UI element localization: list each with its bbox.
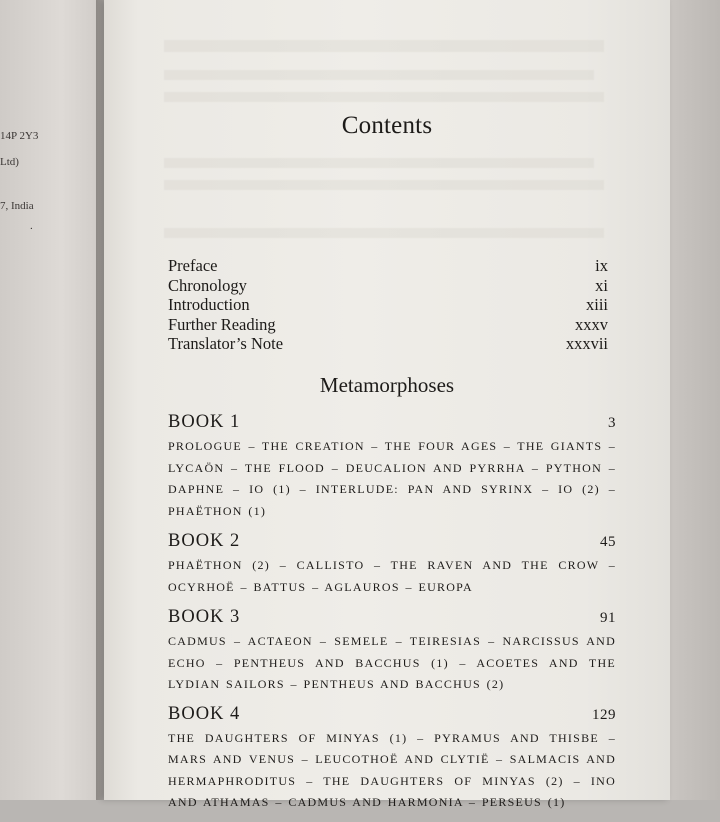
page-title: Contents	[341, 112, 433, 139]
toc-entry	[168, 256, 608, 276]
toc-entry-page: ix	[595, 256, 608, 275]
book-entry	[168, 529, 616, 598]
book-entry	[168, 410, 616, 522]
left-page-fragment: Ltd)	[0, 156, 19, 168]
toc-entry-page: xxxvii	[565, 334, 608, 353]
toc-entry	[168, 315, 608, 335]
book-page: 129	[592, 706, 616, 723]
book-page: 3	[608, 415, 616, 431]
book-heading	[168, 605, 616, 631]
book-heading	[168, 410, 616, 436]
left-page-fragment: .	[30, 220, 33, 232]
book-title: BOOK 1	[168, 412, 241, 432]
book-heading	[168, 529, 616, 555]
book-entry	[168, 702, 616, 814]
book-title: BOOK 3	[168, 607, 241, 627]
book-list	[168, 410, 616, 822]
toc-entry-label: Preface	[168, 256, 218, 275]
book-page: 45	[600, 534, 616, 550]
contents-page	[104, 0, 670, 809]
toc-entry-label: Chronology	[168, 275, 247, 295]
toc-entry-label: Further Reading	[168, 314, 276, 334]
toc-entry-page: xi	[595, 275, 608, 295]
book-entry	[168, 605, 616, 696]
toc-entry	[168, 276, 608, 296]
background-edge	[670, 0, 720, 800]
book-episodes: CADMUS – ACTAEON – SEMELE – TEIRESIAS – NARCISSUS AND ECHO – PENTHEUS AND BACCHUS (1) – ACOETES AND THE LYDIAN SAILORS – PENTHEUS AND BACCHUS (2)	[168, 634, 616, 691]
toc-entry	[168, 334, 608, 354]
toc-entry-label: Translator’s Note	[168, 334, 284, 353]
toc-entry-page: xxxv	[575, 314, 608, 334]
book-title: BOOK 4	[168, 703, 241, 724]
toc-entry-page: xiii	[585, 295, 608, 314]
book-episodes: THE DAUGHTERS OF MINYAS (1) – PYRAMUS AND THISBE – MARS AND VENUS – LEUCOTHOË AND CLYTIË – SALMACIS AND HERMAPHRODITUS – THE DAUGHTERS OF MINYAS (2) – INO AND ATHAMAS – CADMUS AND HARMONIA – PERSEUS (1)	[168, 730, 616, 809]
front-matter-list	[168, 256, 608, 354]
book-page: 91	[600, 610, 616, 626]
book-episodes: PROLOGUE – THE CREATION – THE FOUR AGES – THE GIANTS – LYCAÖN – THE FLOOD – DEUCALION AND PYRRHA – PYTHON – DAPHNE – IO (1) – INTERLUDE: PAN AND SYRINX – IO (2) – PHAËTHON (1)	[168, 439, 616, 518]
book-title: BOOK 2	[168, 531, 241, 551]
book-heading	[168, 702, 616, 728]
book-episodes: PHAËTHON (2) – CALLISTO – THE RAVEN AND THE CROW – OCYRHOË – BATTUS – AGLAUROS – EUROPA	[168, 558, 616, 594]
toc-entry-label: Introduction	[168, 295, 250, 314]
left-page-fragment: 7, India	[0, 200, 34, 212]
left-page-fragment: 14P 2Y3	[0, 130, 39, 142]
toc-entry	[168, 295, 608, 315]
section-title: Metamorphoses	[319, 373, 455, 397]
